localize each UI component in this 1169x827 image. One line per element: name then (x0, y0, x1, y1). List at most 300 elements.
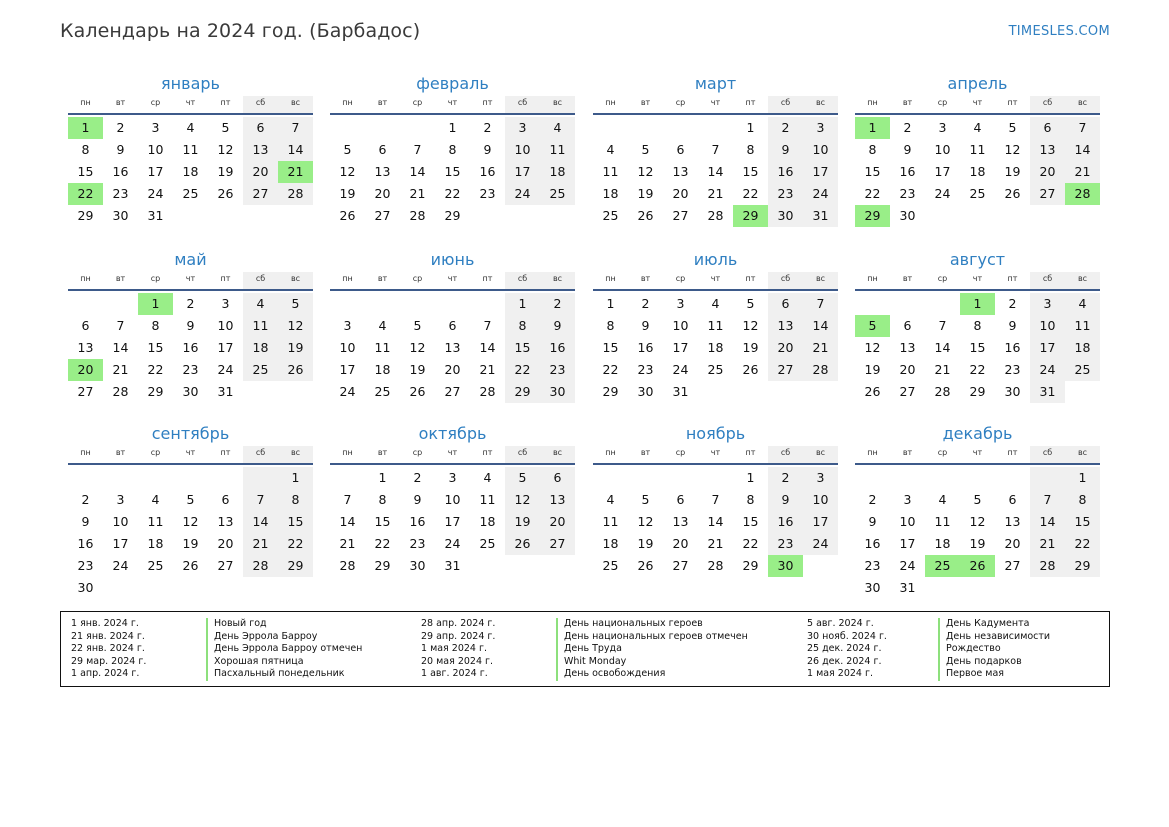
weekday-label: пт (220, 448, 231, 457)
month-block (68, 250, 313, 403)
day-cell: 5 (746, 296, 755, 311)
day-cell: 22 (1065, 533, 1100, 555)
empty-cell (330, 467, 365, 489)
day-cell: 2 (186, 296, 195, 311)
day-cell: 8 (378, 492, 387, 507)
day-cell: 12 (409, 340, 426, 355)
day-cell: 25 (479, 536, 496, 551)
weekday-label: сб (768, 272, 803, 289)
day-cell: 26 (505, 533, 540, 555)
day-cell: 14 (112, 340, 129, 355)
empty-cell (400, 117, 435, 139)
day-cell: 2 (868, 492, 877, 507)
day-cell: 7 (938, 318, 947, 333)
day-cell: 8 (746, 492, 755, 507)
day-cell: 9 (768, 139, 803, 161)
day-cell: 13 (1004, 514, 1021, 529)
day-cell: 30 (768, 205, 803, 227)
day-cell: 3 (505, 117, 540, 139)
day-cell: 11 (602, 164, 619, 179)
weekday-label: вс (803, 272, 838, 289)
day-cell: 19 (409, 362, 426, 377)
day-cell: 16 (77, 536, 94, 551)
day-cell: 26 (637, 208, 654, 223)
empty-cell (960, 467, 995, 489)
empty-cell (698, 117, 733, 139)
empty-cell (1065, 205, 1100, 227)
day-cell: 22 (969, 362, 986, 377)
day-cell: 23 (899, 186, 916, 201)
day-cell: 14 (934, 340, 951, 355)
holiday-dates-column (807, 618, 887, 681)
day-cell: 23 (112, 186, 129, 201)
day-cell: 30 (182, 384, 199, 399)
day-cell: 8 (868, 142, 877, 157)
weekday-label: ср (150, 448, 161, 457)
empty-cell (803, 381, 838, 403)
day-cell: 11 (1065, 315, 1100, 337)
day-cell: 7 (278, 117, 313, 139)
weekday-label: вс (540, 96, 575, 113)
day-cell: 12 (339, 164, 356, 179)
weekday-label: чт (710, 448, 721, 457)
empty-cell (435, 293, 470, 315)
day-cell: 22 (742, 186, 759, 201)
empty-cell (173, 577, 208, 599)
day-cell: 9 (116, 142, 125, 157)
empty-cell (698, 467, 733, 489)
holiday-names-column (206, 618, 362, 681)
day-cell: 19 (637, 186, 654, 201)
day-cell: 6 (448, 318, 457, 333)
holiday-date: 21 янв. 2024 г. (71, 630, 145, 642)
day-cell: 14 (803, 315, 838, 337)
weekday-label: пн (80, 98, 91, 107)
day-cell: 22 (505, 359, 540, 381)
day-cell: 9 (540, 315, 575, 337)
day-cell: 10 (112, 514, 129, 529)
day-cell: 26 (1004, 186, 1021, 201)
day-cell: 19 (339, 186, 356, 201)
day-cell: 29 (444, 208, 461, 223)
empty-cell (173, 467, 208, 489)
empty-cell (68, 293, 103, 315)
holiday-day: 28 (1065, 183, 1100, 205)
day-cell: 8 (1065, 489, 1100, 511)
day-cell: 14 (243, 511, 278, 533)
holiday-day: 1 (960, 293, 995, 315)
day-grid (855, 115, 1100, 227)
day-cell: 16 (899, 164, 916, 179)
weekday-label: вт (640, 98, 651, 107)
day-cell: 15 (278, 511, 313, 533)
holiday-date: 1 апр. 2024 г. (71, 668, 140, 679)
holiday-name: Whit Monday (556, 656, 748, 669)
day-cell: 23 (1004, 362, 1021, 377)
day-grid (330, 115, 575, 227)
day-cell: 25 (147, 558, 164, 573)
empty-cell (698, 381, 733, 403)
month-block (68, 424, 313, 599)
day-cell: 31 (147, 208, 164, 223)
day-cell: 18 (147, 536, 164, 551)
day-grid (68, 115, 313, 227)
day-cell: 26 (864, 384, 881, 399)
day-cell: 15 (444, 164, 461, 179)
day-cell: 13 (899, 340, 916, 355)
day-cell: 13 (243, 139, 278, 161)
month-block (593, 250, 838, 403)
holiday-name: День национальных героев (556, 618, 748, 631)
weekday-label: вс (1065, 272, 1100, 289)
empty-cell (470, 555, 505, 577)
day-cell: 31 (1030, 381, 1065, 403)
day-cell: 27 (77, 384, 94, 399)
day-cell: 9 (868, 514, 877, 529)
day-cell: 6 (903, 318, 912, 333)
day-cell: 25 (243, 359, 278, 381)
day-cell: 7 (483, 318, 492, 333)
empty-cell (925, 205, 960, 227)
empty-cell (243, 577, 278, 599)
day-cell: 28 (803, 359, 838, 381)
weekday-label: пт (745, 448, 756, 457)
day-cell: 22 (147, 362, 164, 377)
empty-cell (138, 577, 173, 599)
day-cell: 23 (768, 533, 803, 555)
weekday-label: сб (505, 446, 540, 463)
day-cell: 4 (243, 293, 278, 315)
day-cell: 5 (413, 318, 422, 333)
day-cell: 21 (934, 362, 951, 377)
day-cell: 8 (278, 489, 313, 511)
empty-cell (890, 467, 925, 489)
empty-cell (208, 205, 243, 227)
day-cell: 12 (505, 489, 540, 511)
day-grid (330, 291, 575, 403)
day-cell: 4 (186, 120, 195, 135)
day-cell: 3 (448, 470, 457, 485)
day-cell: 27 (672, 558, 689, 573)
weekday-label: сб (505, 96, 540, 113)
day-cell: 30 (899, 208, 916, 223)
day-cell: 21 (479, 362, 496, 377)
day-cell: 11 (707, 318, 724, 333)
day-cell: 18 (374, 362, 391, 377)
day-cell: 17 (217, 340, 234, 355)
day-cell: 31 (217, 384, 234, 399)
empty-cell (925, 293, 960, 315)
day-cell: 12 (182, 514, 199, 529)
day-cell: 2 (641, 296, 650, 311)
weekday-label: пт (482, 98, 493, 107)
empty-cell (803, 555, 838, 577)
weekday-label: чт (185, 274, 196, 283)
day-cell: 15 (602, 340, 619, 355)
empty-cell (995, 467, 1030, 489)
day-cell: 20 (1030, 161, 1065, 183)
day-cell: 23 (182, 362, 199, 377)
day-cell: 28 (243, 555, 278, 577)
weekday-label: ср (412, 274, 423, 283)
day-cell: 1 (378, 470, 387, 485)
day-cell: 8 (505, 315, 540, 337)
day-cell: 30 (637, 384, 654, 399)
day-cell: 4 (606, 142, 615, 157)
weekday-label: сб (243, 96, 278, 113)
day-cell: 10 (444, 492, 461, 507)
day-cell: 15 (742, 164, 759, 179)
day-cell: 29 (742, 558, 759, 573)
day-cell: 5 (505, 467, 540, 489)
month-block (330, 74, 575, 227)
day-cell: 30 (540, 381, 575, 403)
weekday-header (68, 96, 313, 113)
day-cell: 18 (243, 337, 278, 359)
day-cell: 4 (1065, 293, 1100, 315)
day-cell: 24 (672, 362, 689, 377)
empty-cell (540, 555, 575, 577)
day-cell: 20 (444, 362, 461, 377)
day-cell: 10 (217, 318, 234, 333)
empty-cell (330, 117, 365, 139)
holiday-date: 29 апр. 2024 г. (421, 630, 496, 642)
day-cell: 2 (1008, 296, 1017, 311)
month-block (593, 424, 838, 577)
day-cell: 30 (112, 208, 129, 223)
day-grid (593, 291, 838, 403)
day-cell: 8 (448, 142, 457, 157)
day-cell: 2 (483, 120, 492, 135)
day-cell: 21 (1065, 161, 1100, 183)
page-title: Календарь на 2024 год. (Барбадос) (60, 20, 421, 42)
weekday-label: ср (675, 448, 686, 457)
month-name: март (694, 74, 737, 93)
day-cell: 11 (147, 514, 164, 529)
day-cell: 2 (768, 117, 803, 139)
day-cell: 13 (540, 489, 575, 511)
day-cell: 18 (602, 536, 619, 551)
weekday-label: вт (377, 274, 388, 283)
day-cell: 28 (112, 384, 129, 399)
day-cell: 28 (278, 183, 313, 205)
weekday-label: ср (937, 448, 948, 457)
brand-link[interactable]: TIMESLES.COM (1008, 24, 1110, 39)
day-cell: 8 (151, 318, 160, 333)
holiday-name: Хорошая пятница (206, 656, 362, 669)
day-cell: 29 (602, 384, 619, 399)
day-cell: 8 (606, 318, 615, 333)
holiday-name: День Эррола Барроу отмечен (206, 643, 362, 656)
weekday-label: ср (937, 98, 948, 107)
day-cell: 3 (1030, 293, 1065, 315)
day-cell: 24 (899, 558, 916, 573)
holiday-name: День независимости (938, 631, 1050, 644)
day-cell: 27 (444, 384, 461, 399)
holiday-name: День освобождения (556, 668, 748, 681)
day-cell: 3 (676, 296, 685, 311)
day-cell: 26 (637, 558, 654, 573)
day-cell: 11 (540, 139, 575, 161)
weekday-header (593, 446, 838, 463)
day-cell: 29 (147, 384, 164, 399)
weekday-label: пт (1007, 448, 1018, 457)
day-cell: 22 (444, 186, 461, 201)
weekday-label: чт (447, 274, 458, 283)
day-cell: 5 (278, 293, 313, 315)
weekday-header (68, 446, 313, 463)
day-cell: 17 (339, 362, 356, 377)
month-name: июнь (430, 250, 475, 269)
weekday-label: чт (185, 448, 196, 457)
month-name: июль (693, 250, 738, 269)
day-cell: 18 (707, 340, 724, 355)
day-cell: 22 (374, 536, 391, 551)
day-cell: 24 (147, 186, 164, 201)
day-cell: 5 (641, 492, 650, 507)
weekday-label: сб (1030, 96, 1065, 113)
month-block (330, 250, 575, 403)
weekday-label: вс (278, 272, 313, 289)
day-cell: 9 (1008, 318, 1017, 333)
weekday-header (330, 272, 575, 289)
day-cell: 26 (278, 359, 313, 381)
empty-cell (400, 293, 435, 315)
day-cell: 25 (707, 362, 724, 377)
holiday-day: 29 (855, 205, 890, 227)
empty-cell (995, 577, 1030, 599)
day-cell: 12 (637, 514, 654, 529)
day-cell: 17 (1030, 337, 1065, 359)
empty-cell (1030, 205, 1065, 227)
holiday-name: День Эррола Барроу (206, 631, 362, 644)
holiday-names-column (556, 618, 748, 681)
day-cell: 28 (934, 384, 951, 399)
day-cell: 20 (672, 186, 689, 201)
day-cell: 12 (864, 340, 881, 355)
day-cell: 12 (742, 318, 759, 333)
day-cell: 7 (711, 142, 720, 157)
holiday-day: 5 (855, 315, 890, 337)
day-cell: 15 (1065, 511, 1100, 533)
weekday-label: вс (540, 446, 575, 463)
day-cell: 27 (899, 384, 916, 399)
empty-cell (68, 467, 103, 489)
day-cell: 31 (899, 580, 916, 595)
empty-cell (960, 205, 995, 227)
day-cell: 2 (768, 467, 803, 489)
day-cell: 2 (116, 120, 125, 135)
day-cell: 14 (278, 139, 313, 161)
day-cell: 27 (1030, 183, 1065, 205)
day-cell: 4 (540, 117, 575, 139)
day-cell: 4 (151, 492, 160, 507)
day-cell: 14 (707, 164, 724, 179)
day-cell: 5 (343, 142, 352, 157)
weekday-label: ср (675, 274, 686, 283)
day-cell: 20 (1004, 536, 1021, 551)
weekday-label: пн (342, 448, 353, 457)
day-cell: 12 (217, 142, 234, 157)
day-cell: 11 (602, 514, 619, 529)
day-cell: 7 (413, 142, 422, 157)
weekday-label: вс (278, 446, 313, 463)
day-cell: 27 (540, 533, 575, 555)
empty-cell (470, 293, 505, 315)
day-cell: 20 (243, 161, 278, 183)
day-cell: 27 (217, 558, 234, 573)
day-cell: 19 (217, 164, 234, 179)
empty-cell (103, 577, 138, 599)
day-cell: 9 (413, 492, 422, 507)
day-cell: 12 (969, 514, 986, 529)
empty-cell (208, 467, 243, 489)
month-name: апрель (947, 74, 1008, 93)
day-cell: 6 (1008, 492, 1017, 507)
empty-cell (628, 467, 663, 489)
day-cell: 29 (969, 384, 986, 399)
day-cell: 8 (973, 318, 982, 333)
day-cell: 16 (1004, 340, 1021, 355)
month-block (593, 74, 838, 227)
month-name: ноябрь (685, 424, 746, 443)
day-cell: 23 (409, 536, 426, 551)
day-cell: 24 (339, 384, 356, 399)
day-cell: 20 (672, 536, 689, 551)
holiday-day: 1 (138, 293, 173, 315)
holiday-name: Рождество (938, 643, 1050, 656)
day-cell: 3 (116, 492, 125, 507)
day-cell: 22 (278, 533, 313, 555)
day-cell: 11 (374, 340, 391, 355)
weekday-label: вт (115, 98, 126, 107)
day-cell: 24 (112, 558, 129, 573)
day-cell: 26 (742, 362, 759, 377)
day-cell: 6 (243, 117, 278, 139)
holiday-name: День подарков (938, 656, 1050, 669)
day-cell: 10 (803, 489, 838, 511)
day-cell: 19 (864, 362, 881, 377)
day-cell: 13 (444, 340, 461, 355)
day-cell: 25 (602, 208, 619, 223)
day-cell: 10 (1030, 315, 1065, 337)
holiday-name: День национальных героев отмечен (556, 631, 748, 644)
weekday-label: вс (278, 96, 313, 113)
weekday-label: вс (540, 272, 575, 289)
weekday-label: пн (342, 274, 353, 283)
day-cell: 13 (768, 315, 803, 337)
day-cell: 20 (540, 511, 575, 533)
day-cell: 23 (479, 186, 496, 201)
holiday-date: 25 дек. 2024 г. (807, 643, 882, 654)
day-cell: 7 (803, 293, 838, 315)
weekday-label: вт (902, 98, 913, 107)
weekday-label: ср (412, 98, 423, 107)
day-cell: 15 (374, 514, 391, 529)
holiday-date: 1 авг. 2024 г. (421, 668, 488, 679)
day-cell: 25 (182, 186, 199, 201)
day-cell: 24 (934, 186, 951, 201)
weekday-label: ср (675, 98, 686, 107)
day-cell: 12 (637, 164, 654, 179)
month-block (330, 424, 575, 577)
day-cell: 17 (147, 164, 164, 179)
day-cell: 2 (540, 293, 575, 315)
weekday-label: чт (972, 274, 983, 283)
day-cell: 23 (637, 362, 654, 377)
day-cell: 28 (339, 558, 356, 573)
day-cell: 11 (934, 514, 951, 529)
